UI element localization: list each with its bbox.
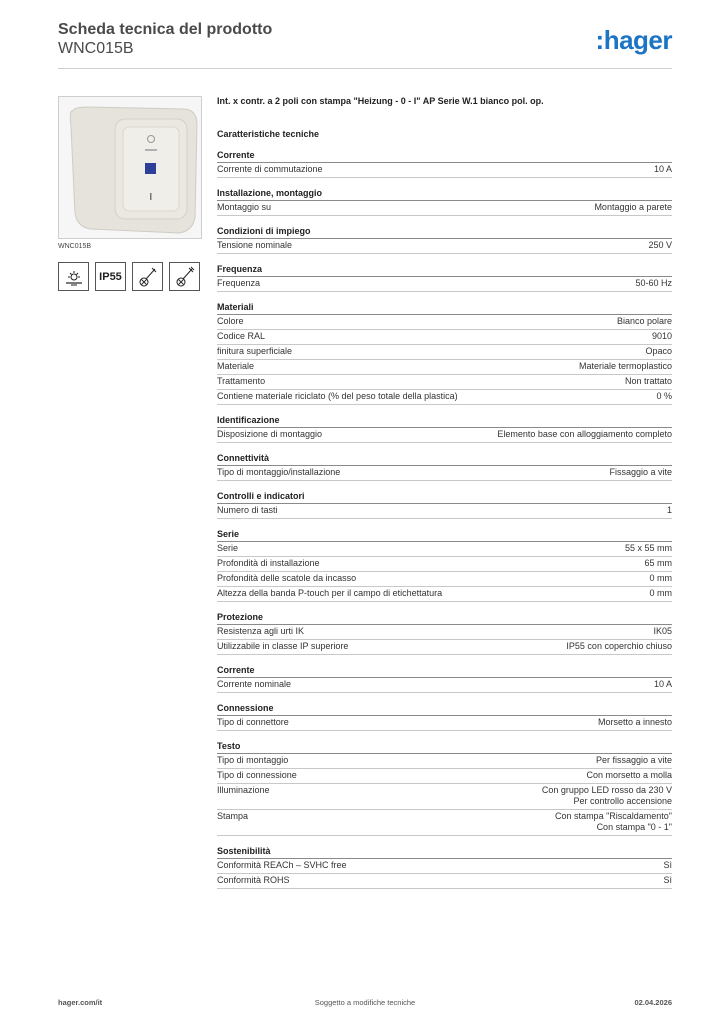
spec-row [217, 874, 672, 889]
header-divider [58, 68, 672, 69]
document-title: Scheda tecnica del prodotto [58, 21, 273, 38]
spec-row [217, 375, 672, 390]
switch-symbol-icon [132, 262, 163, 291]
ip55-badge: IP55 [95, 262, 126, 291]
product-image [58, 96, 202, 239]
section-title: Controlli e indicatori [217, 491, 672, 504]
spec-value: 9010 [651, 331, 672, 341]
spec-label: Codice RAL [217, 331, 266, 341]
section-title: Frequenza [217, 264, 672, 277]
spec-row [217, 716, 672, 731]
certification-icons [58, 262, 200, 291]
spec-label: Serie [217, 543, 239, 553]
spec-row [217, 542, 672, 557]
product-code: WNC015B [58, 40, 134, 57]
spec-row [217, 557, 672, 572]
spec-value: Opaco [645, 346, 672, 356]
spec-label: Materiale [217, 361, 255, 371]
spec-row [217, 360, 672, 375]
section-title: Materiali [217, 302, 672, 315]
spec-row [217, 330, 672, 345]
page-header [58, 20, 672, 70]
spec-label: Corrente nominale [217, 679, 292, 689]
spec-row [217, 572, 672, 587]
spec-label: Disposizione di montaggio [217, 429, 323, 439]
spec-value: Bianco polare [616, 316, 672, 326]
spec-row [217, 239, 672, 254]
spec-row [217, 428, 672, 443]
spec-value: 1 [666, 505, 672, 515]
spec-row [217, 678, 672, 693]
spec-label: finitura superficiale [217, 346, 293, 356]
image-caption: WNC015B [58, 243, 92, 250]
spec-value: Montaggio a parete [594, 202, 672, 212]
section-title: Corrente [217, 665, 672, 678]
spec-label: Profondità di installazione [217, 558, 320, 568]
spec-value: 50-60 Hz [635, 278, 672, 288]
spec-label: Numero di tasti [217, 505, 278, 515]
spec-row [217, 315, 672, 330]
footer-note: Soggetto a modifiche tecniche [314, 998, 416, 1007]
spec-label: Tipo di montaggio [217, 755, 289, 765]
spec-value: 65 mm [644, 558, 672, 568]
spec-row [217, 784, 672, 810]
spec-value [555, 811, 672, 833]
section-title: Connessione [217, 703, 672, 716]
spec-value: Con morsetto a molla [586, 770, 672, 780]
section-title: Testo [217, 741, 672, 754]
product-description: Int. x contr. a 2 poli con stampa "Heizung - 0 - I" AP Serie W.1 bianco pol. op. [217, 96, 544, 106]
footer-website: hager.com/it [58, 998, 103, 1007]
spec-value: IP55 con coperchio chiuso [566, 641, 672, 651]
section-title: Condizioni di impiego [217, 226, 672, 239]
spec-value [542, 785, 672, 807]
spec-row [217, 640, 672, 655]
spec-value: 0 % [656, 391, 672, 401]
spec-value-line: Per controllo accensione [573, 796, 672, 806]
spec-label: Contiene materiale riciclato (% del peso totale della plastica) [217, 391, 458, 401]
spec-label: Resistenza agli urti IK [217, 626, 305, 636]
spec-label: Altezza della banda P-touch per il campo di etichettatura [217, 588, 443, 598]
spec-value: Per fissaggio a vite [595, 755, 672, 765]
spec-value: 10 A [653, 679, 672, 689]
spec-value: Sì [663, 860, 672, 870]
technical-content [217, 94, 672, 889]
spec-label: Profondità delle scatole da incasso [217, 573, 357, 583]
spec-value: Materiale termoplastico [578, 361, 672, 371]
spec-row [217, 859, 672, 874]
spec-value: Elemento base con alloggiamento completo [497, 429, 672, 439]
section-title: Identificazione [217, 415, 672, 428]
spec-row [217, 769, 672, 784]
spec-value-line: Con stampa "0 - 1" [596, 822, 672, 832]
hager-logo: :hager [595, 25, 672, 55]
spec-row [217, 201, 672, 216]
spec-row [217, 163, 672, 178]
spec-value: 0 mm [649, 588, 672, 598]
characteristics-heading: Caratteristiche tecniche [217, 129, 320, 139]
section-title: Connettività [217, 453, 672, 466]
lamp-test-icon [58, 262, 89, 291]
spec-sections [217, 150, 672, 889]
spec-label: Corrente di commutazione [217, 164, 323, 174]
spec-label: Tipo di connettore [217, 717, 289, 727]
spec-label: Conformità REACh – SVHC free [217, 860, 347, 870]
spec-value: 0 mm [649, 573, 672, 583]
spec-label: Frequenza [217, 278, 261, 288]
spec-label: Montaggio su [217, 202, 272, 212]
spec-value: Fissaggio a vite [609, 467, 672, 477]
spec-label: Tensione nominale [217, 240, 293, 250]
section-title: Installazione, montaggio [217, 188, 672, 201]
spec-row [217, 390, 672, 405]
spec-label: Trattamento [217, 376, 266, 386]
switch-symbol-2-icon [169, 262, 200, 291]
spec-label: Colore [217, 316, 244, 326]
spec-label: Stampa [217, 811, 249, 821]
spec-value-line: Con stampa "Riscaldamento" [555, 811, 672, 821]
spec-label: Tipo di connessione [217, 770, 297, 780]
spec-row [217, 466, 672, 481]
section-title: Serie [217, 529, 672, 542]
footer-date: 02.04.2026 [634, 998, 672, 1007]
spec-value: Sì [663, 875, 672, 885]
spec-row [217, 810, 672, 836]
spec-label: Tipo di montaggio/installazione [217, 467, 341, 477]
spec-value: Non trattato [624, 376, 672, 386]
spec-row [217, 625, 672, 640]
section-title: Protezione [217, 612, 672, 625]
spec-value: Morsetto a innesto [597, 717, 672, 727]
spec-value: 250 V [648, 240, 672, 250]
spec-row [217, 345, 672, 360]
spec-label: Utilizzabile in classe IP superiore [217, 641, 349, 651]
spec-row [217, 504, 672, 519]
spec-value: 55 x 55 mm [624, 543, 672, 553]
spec-row [217, 277, 672, 292]
section-title: Corrente [217, 150, 672, 163]
spec-value-line: Con gruppo LED rosso da 230 V [541, 785, 672, 795]
spec-value: 10 A [653, 164, 672, 174]
section-title: Sostenibilità [217, 846, 672, 859]
spec-label: Conformità ROHS [217, 875, 290, 885]
spec-value: IK05 [653, 626, 672, 636]
spec-label: Illuminazione [217, 785, 270, 795]
spec-row [217, 754, 672, 769]
spec-row [217, 587, 672, 602]
